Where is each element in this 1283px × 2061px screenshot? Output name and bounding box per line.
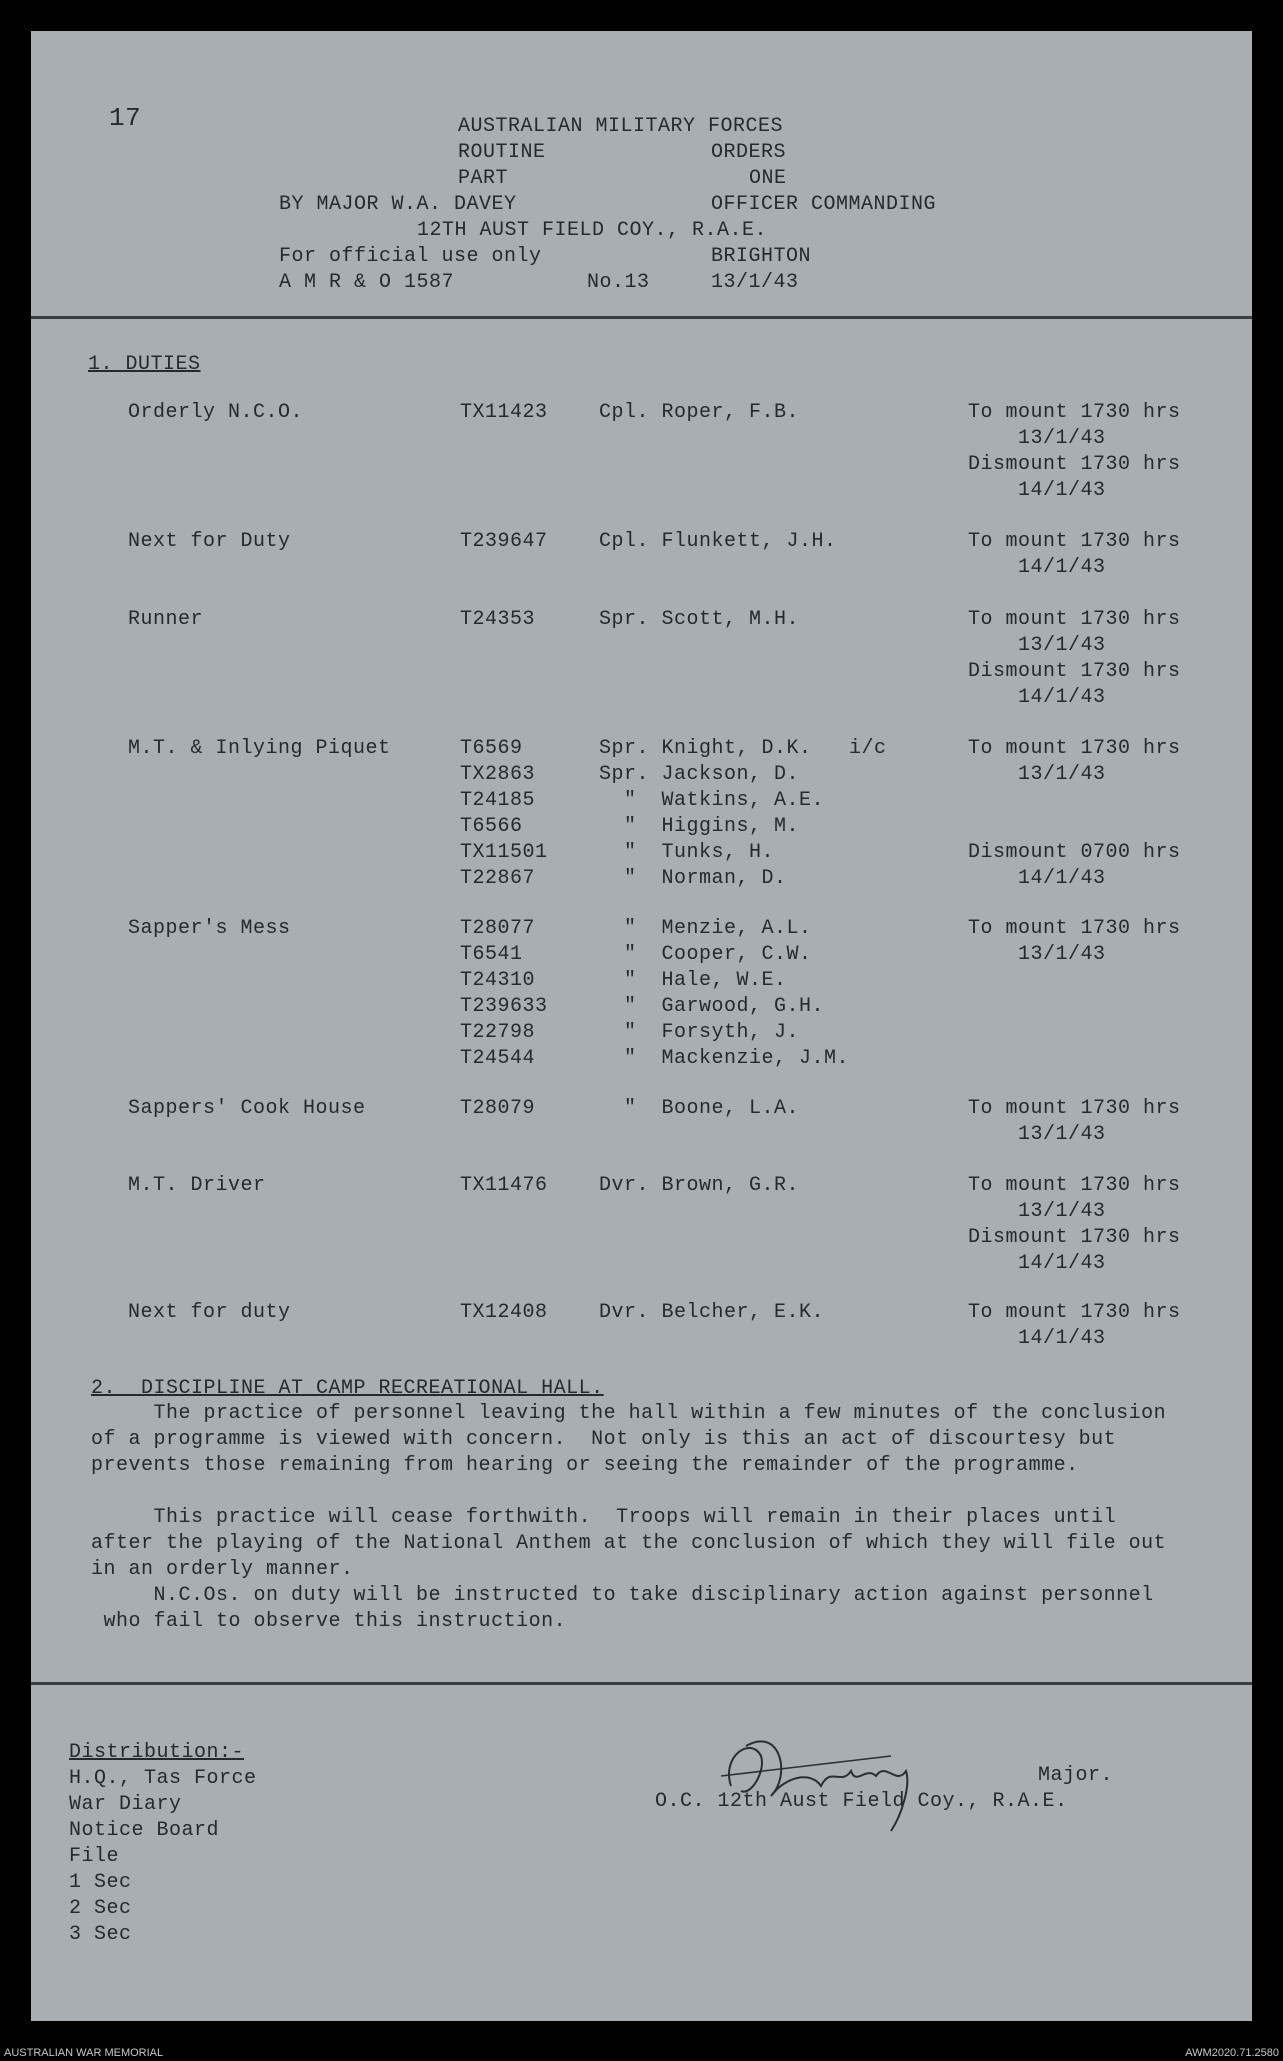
duty-name: Dvr. Brown, G.R. (599, 1174, 800, 1197)
document-page (31, 31, 1252, 2021)
duty-label: Orderly N.C.O. (128, 401, 304, 424)
distribution-item: Notice Board (69, 1819, 220, 1842)
duty-date: 13/1/43 (1018, 427, 1106, 450)
discipline-paragraph: The practice of personnel leaving the hall within a few minutes of the conclusion of a programme is viewed with concern. Not only is this an act of discourtesy but prevents those remaining from hearing or seeing the remainder of the programme. (91, 1402, 1167, 1477)
footer-right: AWM2020.71.2580 (1185, 2047, 1279, 2059)
page-mark: 17 (109, 103, 142, 133)
header-rule (31, 316, 1252, 319)
footer-rule (31, 1682, 1252, 1685)
duty-date: 14/1/43 (1018, 479, 1106, 502)
distribution-item: 3 Sec (69, 1923, 132, 1946)
duty-time: Dismount 1730 hrs (968, 453, 1181, 476)
duty-number: TX11423 (460, 401, 548, 424)
duty-date: 13/1/43 (1018, 1200, 1106, 1223)
distribution-item: 1 Sec (69, 1871, 132, 1894)
duty-time: To mount 1730 hrs (968, 530, 1181, 553)
duty-number: TX11476 (460, 1174, 548, 1197)
duty-date: 13/1/43 (1018, 634, 1106, 657)
duty-label: M.T. & Inlying Piquet (128, 737, 391, 760)
duty-name: " Watkins, A.E. (599, 789, 825, 812)
duty-time: Dismount 1730 hrs (968, 660, 1181, 683)
discipline-paragraph: N.C.Os. on duty will be instructed to take disciplinary action against personnel who fail to observe this instruction. (103, 1584, 1154, 1633)
duty-name: Spr. Knight, D.K. i/c (599, 737, 887, 760)
duty-label: Runner (128, 608, 204, 631)
header-one: ONE (749, 167, 787, 190)
duty-name: Cpl. Roper, F.B. (599, 401, 800, 424)
duty-time: To mount 1730 hrs (968, 608, 1181, 631)
discipline-paragraph: This practice will cease forthwith. Troops will remain in their places until after the playing of the National Anthem at the conclusion of which they will file out in an orderly manner. (91, 1506, 1167, 1581)
duty-number: T24544 (460, 1047, 536, 1070)
duty-name: " Boone, L.A. (599, 1097, 800, 1120)
duty-name: " Norman, D. (599, 867, 787, 890)
header-forces: AUSTRALIAN MILITARY FORCES (458, 115, 784, 138)
header-part: PART (458, 167, 509, 190)
duty-date: 14/1/43 (1018, 867, 1106, 890)
duty-time: To mount 1730 hrs (968, 737, 1181, 760)
header-amr: A M R & O 1587 (279, 271, 455, 294)
duty-name: " Tunks, H. (599, 841, 775, 864)
duty-number: T22867 (460, 867, 536, 890)
duty-date: 13/1/43 (1018, 1123, 1106, 1146)
duty-date: 14/1/43 (1018, 1252, 1106, 1275)
duty-number: T22798 (460, 1021, 536, 1044)
discipline-heading: 2. DISCIPLINE AT CAMP RECREATIONAL HALL. (91, 1377, 604, 1400)
duty-number: TX2863 (460, 763, 536, 786)
duty-name: Dvr. Belcher, E.K. (599, 1301, 825, 1324)
signature-title: O.C. 12th Aust Field Coy., R.A.E. (655, 1790, 1068, 1813)
duty-number: T24310 (460, 969, 536, 992)
header-number: No.13 (587, 271, 650, 294)
duty-time: To mount 1730 hrs (968, 917, 1181, 940)
duty-date: 14/1/43 (1018, 1327, 1106, 1350)
duty-name: Spr. Jackson, D. (599, 763, 800, 786)
duty-name: " Garwood, G.H. (599, 995, 825, 1018)
duty-time: To mount 1730 hrs (968, 1301, 1181, 1324)
duty-number: T6541 (460, 943, 523, 966)
duty-number: T28077 (460, 917, 536, 940)
distribution-item: 2 Sec (69, 1897, 132, 1920)
header-date: 13/1/43 (711, 271, 799, 294)
duty-time: Dismount 0700 hrs (968, 841, 1181, 864)
duty-time: Dismount 1730 hrs (968, 1226, 1181, 1249)
header-place: BRIGHTON (711, 245, 812, 268)
duty-time: To mount 1730 hrs (968, 401, 1181, 424)
duty-name: Cpl. Flunkett, J.H. (599, 530, 837, 553)
duty-name: " Hale, W.E. (599, 969, 787, 992)
duty-time: To mount 1730 hrs (968, 1097, 1181, 1120)
header-unit: 12TH AUST FIELD COY., R.A.E. (417, 219, 768, 242)
duties-heading: 1. DUTIES (88, 353, 201, 376)
distribution-item: File (69, 1845, 120, 1868)
duty-name: " Higgins, M. (599, 815, 800, 838)
duty-date: 14/1/43 (1018, 556, 1106, 579)
duty-name: Spr. Scott, M.H. (599, 608, 800, 631)
duty-number: T24353 (460, 608, 536, 631)
header-by: BY MAJOR W.A. DAVEY (279, 193, 517, 216)
header-officer: OFFICER COMMANDING (711, 193, 937, 216)
duty-number: T6569 (460, 737, 523, 760)
distribution-item: War Diary (69, 1793, 182, 1816)
duty-number: TX11501 (460, 841, 548, 864)
duty-number: T28079 (460, 1097, 536, 1120)
duty-number: T239647 (460, 530, 548, 553)
duty-name: " Mackenzie, J.M. (599, 1047, 850, 1070)
duty-date: 13/1/43 (1018, 763, 1106, 786)
duty-name: " Menzie, A.L. (599, 917, 812, 940)
duty-label: Next for duty (128, 1301, 291, 1324)
duty-label: Next for Duty (128, 530, 291, 553)
duty-name: " Cooper, C.W. (599, 943, 812, 966)
duty-time: To mount 1730 hrs (968, 1174, 1181, 1197)
duty-number: T6566 (460, 815, 523, 838)
signature-image (691, 1716, 951, 1836)
signature-rank: Major. (1038, 1764, 1114, 1787)
duty-number: T24185 (460, 789, 536, 812)
duty-label: Sapper's Mess (128, 917, 291, 940)
header-official: For official use only (279, 245, 542, 268)
duty-label: M.T. Driver (128, 1174, 266, 1197)
duty-number: T239633 (460, 995, 548, 1018)
footer-left: AUSTRALIAN WAR MEMORIAL (4, 2047, 164, 2059)
header-orders: ORDERS (711, 141, 787, 164)
distribution-item: H.Q., Tas Force (69, 1767, 257, 1790)
duty-date: 13/1/43 (1018, 943, 1106, 966)
duty-name: " Forsyth, J. (599, 1021, 800, 1044)
duty-label: Sappers' Cook House (128, 1097, 366, 1120)
duty-number: TX12408 (460, 1301, 548, 1324)
duty-date: 14/1/43 (1018, 686, 1106, 709)
distribution-heading: Distribution:- (69, 1741, 245, 1764)
header-routine: ROUTINE (458, 141, 546, 164)
